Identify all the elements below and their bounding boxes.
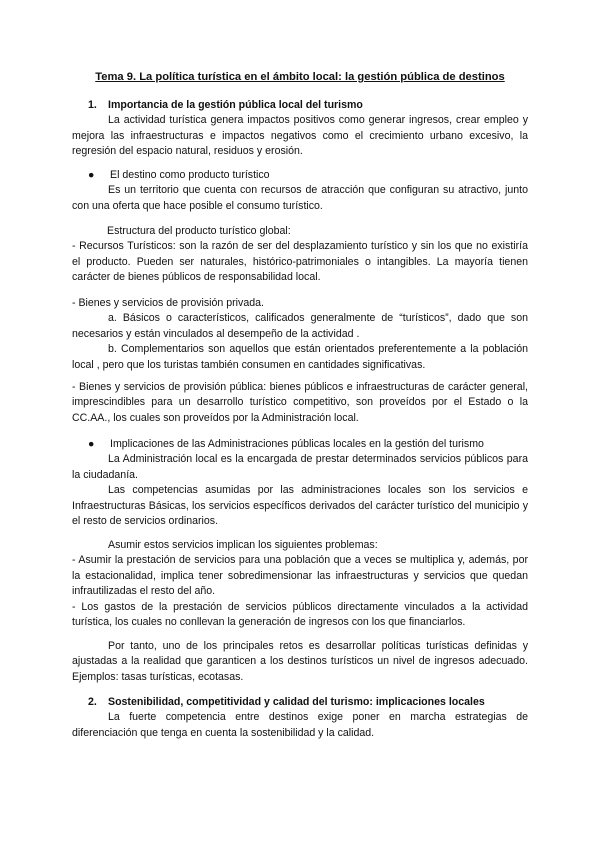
bullet-icon: ●: [88, 169, 95, 181]
provision-privada-a: a. Básicos o característicos, calificados generalmente de “turísticos”, dado que son necesarios y están vinculados al desempeño de la actividad .: [72, 312, 528, 340]
provision-privada: [72, 296, 528, 373]
bullet-destino-label-line: [72, 168, 528, 183]
section-1-paragraph: La actividad turística genera impactos positivos como generar ingresos, crear empleo y mejora las infraestructuras e impactos negativos como el crecimiento urbano excesivo, la regresión del espacio natural, residuos y erosión.: [72, 114, 528, 158]
retos-section: [72, 639, 528, 685]
section-1-heading: [72, 98, 528, 113]
section-2-number: 2.: [88, 696, 97, 708]
section-2-heading-text: Sostenibilidad, competitividad y calidad del turismo: implicaciones locales: [108, 696, 485, 708]
bullet-destino: [72, 168, 528, 214]
section-2-paragraph: La fuerte competencia entre destinos exige poner en marcha estrategias de diferenciación que tenga en cuenta la sostenibilidad y la calidad.: [72, 711, 528, 739]
estructura-heading: Estructura del producto turístico global:: [107, 225, 291, 237]
problema-2: - Los gastos de la prestación de servicios públicos directamente vinculados a la actividad turística, los cuales no conllevan la generación de ingresos con los que financiarlos.: [72, 600, 528, 629]
section-2-heading: [72, 695, 528, 710]
bullet-destino-label: El destino como producto turístico: [110, 169, 270, 181]
bullet-implicaciones-label: Implicaciones de las Administraciones públicas locales en la gestión del turismo: [110, 438, 484, 450]
section-1: [72, 98, 528, 160]
implicaciones-paragraph-1: La Administración local es la encargada de prestar determinados servicios públicos para la ciudadanía.: [72, 453, 528, 481]
retos-paragraph: Por tanto, uno de los principales retos es desarrollar políticas turísticas definidas y ajustadas a la realidad que garanticen a los destinos turísticos un nivel de ingresos adecuado. Ejemplos: tasas turísticas, ecotasas.: [72, 640, 528, 683]
provision-publica-text: - Bienes y servicios de provisión pública: bienes públicos e infraestructuras de carácter general, imprescindibles para un desarrollo turístico competitivo, son proveídos por el Estado o la CC.AA., los cuales son proveídos por la Administración local.: [72, 381, 528, 424]
section-1-heading-text: Importancia de la gestión pública local del turismo: [108, 99, 363, 111]
problemas-heading: Asumir estos servicios implican los siguientes problemas:: [108, 539, 378, 551]
estructura-section: [72, 224, 528, 286]
implicaciones-paragraph-2: Las competencias asumidas por las administraciones locales son los servicios e Infraestructuras Básicas, los servicios específicos derivados del carácter turístico del municipio y el resto de servicios ordinarios.: [72, 484, 528, 528]
problemas-section: [72, 538, 528, 630]
bullet-icon: ●: [88, 438, 95, 450]
provision-publica: [72, 380, 528, 426]
bullet-destino-paragraph: Es un territorio que cuenta con recursos de atracción que configuran su atractivo, junto con una oferta que hace posible el consumo turístico.: [72, 184, 528, 212]
section-1-number: 1.: [88, 99, 97, 111]
section-2: [72, 695, 528, 741]
document-title: Tema 9. La política turística en el ámbito local: la gestión pública de destinos: [95, 71, 505, 83]
problema-1: - Asumir la prestación de servicios para una población que a veces se multiplica y, además, por la estacionalidad, implica tener sobredimensionar las infraestructuras y servicios que quedan infrautilizadas el resto del año.: [72, 554, 528, 598]
provision-privada-heading: - Bienes y servicios de provisión privada.: [72, 297, 264, 309]
estructura-recursos: - Recursos Turísticos: son la razón de ser del desplazamiento turístico y sin los que no existiría el producto. Pueden ser naturales, histórico-patrimoniales o intangibles. La mayoría tienen carácter de bienes públicos de responsabilidad local.: [72, 240, 528, 284]
bullet-implicaciones: [72, 437, 528, 529]
bullet-implicaciones-label-line: [72, 437, 528, 452]
provision-privada-b: b. Complementarios son aquellos que están orientados preferentemente a la población local , pero que los turistas también consumen en cantidades significativas.: [72, 343, 528, 371]
